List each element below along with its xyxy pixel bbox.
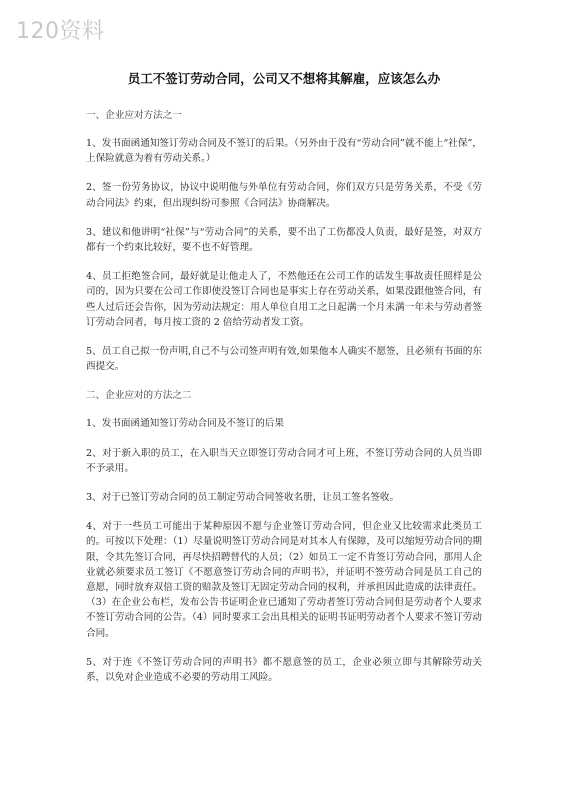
paragraph: 1、发书面函通知签订劳动合同及不签订的后果 bbox=[86, 418, 284, 430]
document-title: 员工不签订劳动合同，公司又不想将其解雇，应该怎么办 bbox=[127, 71, 441, 86]
paragraph: 1、发书面函通知签订劳动合同及不签订的后果。（另外由于没有“劳动合同”就不能上“社保”，上保险就意为着有劳动关系。） bbox=[86, 138, 482, 165]
watermark-logo: 120资料 bbox=[16, 19, 105, 44]
paragraph: 5、员工自己拟一份声明,自己不与公司签声明有效,如果他本人确实不愿签，且必须有书面的东西提交。 bbox=[86, 346, 482, 373]
paragraph: 2、对于新入职的员工，在入职当天立即签订劳动合同才可上班，不签订劳动合同的人员当即不予录用。 bbox=[86, 447, 482, 474]
document-page bbox=[86, 70, 482, 699]
paragraph: 2、签一份劳务协议，协议中说明他与外单位有劳动合同，你们双方只是劳务关系，不受《劳动合同法》约束，但出现纠纷可参照《合同法》协商解决。 bbox=[86, 182, 482, 209]
paragraph: 4、对于一些员工可能出于某种原因不愿与企业签订劳动合同，但企业又比较需求此类员工的。可按以下处理：（1）尽量说明签订劳动合同是对其本人有保障，及可以缩短劳动合同的期限，令其先签订合同，再尽快招聘替代的人员；（2）如员工一定不肯签订劳动合同，那用人企业就必须要求员工签订《不愿意签订劳动合同的声明书》，并证明不签劳动合同是员工自己的意愿，同时放弃双倍工资的赔款及签订无固定劳动合同的权利，并承担因此造成的法律责任。（3）在企业公布栏，发布公告书证明企业已通知了劳动者签订劳动合同但是劳动者个人要求不签订劳动合同的公告。（4）同时要求工会出具相关的证明书证明劳动者个人要求不签订劳动合同。 bbox=[86, 521, 482, 639]
paragraph: 4、员工拒绝签合同，最好就是让他走人了，不然他还在公司工作的话发生事故责任照样是公司的，因为只要在公司工作即使没签订合同也是事实上存在劳动关系，如果没跟他签合同，有些人过后还会告你，因为劳动法规定：用人单位自用工之日起满一个月未满一年未与劳动者签订劳动合同者，每月按工资的 2 倍给劳动者发工资。 bbox=[86, 271, 482, 328]
paragraph: 3、建议和他讲明“社保”与“劳动合同”的关系，要不出了工伤都没人负责，最好是签，对双方都有一个约束比较好，要不也不好管理。 bbox=[86, 226, 482, 254]
section-heading-2: 二、企业应对的方法之二 bbox=[86, 390, 192, 402]
paragraph: 5、对于连《不签订劳动合同的声明书》都不愿意签的员工，企业必须立即与其解除劳动关系，以免对企业造成不必要的劳动用工风险。 bbox=[86, 656, 482, 684]
section-heading-1: 一、企业应对方法之一 bbox=[86, 110, 182, 121]
paragraph: 3、对于已签订劳动合同的员工制定劳动合同签收名册，让员工签名签收。 bbox=[86, 492, 400, 504]
